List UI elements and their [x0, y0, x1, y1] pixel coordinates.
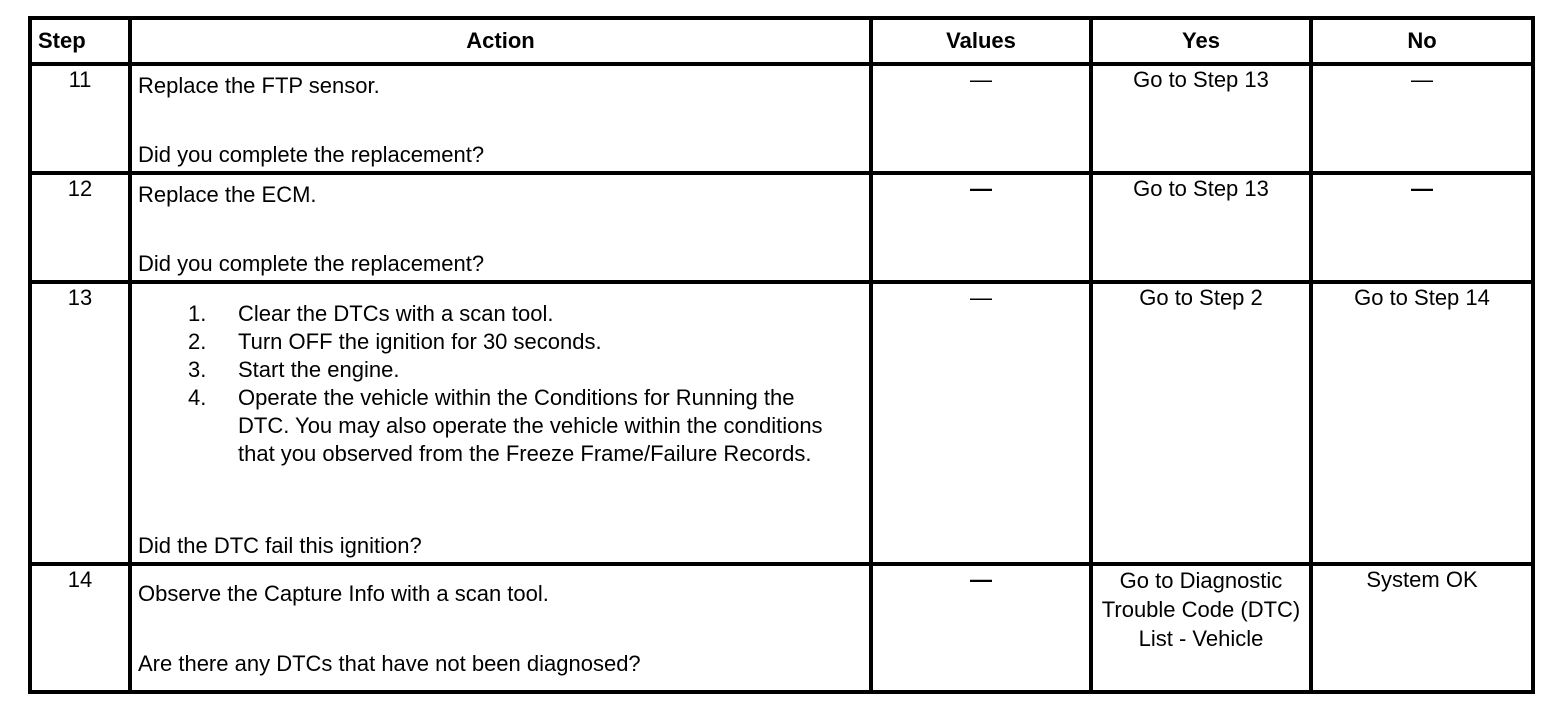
action-question: Did the DTC fail this ignition? — [138, 533, 422, 558]
no-cell: System OK — [1311, 564, 1533, 692]
yes-cell: Go to Step 13 — [1091, 173, 1311, 282]
steps-list — [138, 300, 863, 468]
no-cell: — — [1311, 64, 1533, 173]
header-action: Action — [130, 18, 871, 64]
no-cell: Go to Step 14 — [1311, 282, 1533, 564]
table-row — [30, 64, 1533, 173]
action-cell — [130, 564, 871, 692]
table-row — [30, 564, 1533, 692]
action-cell — [130, 64, 871, 173]
values-cell — [871, 64, 1091, 173]
table-row — [30, 173, 1533, 282]
list-item: 1. Clear the DTCs with a scan tool. — [188, 301, 554, 326]
values-dash: — — [970, 176, 992, 201]
values-dash: — — [970, 567, 992, 592]
action-instruction: Replace the FTP sensor. — [138, 73, 380, 98]
action-question: Are there any DTCs that have not been diagnosed? — [138, 651, 641, 676]
values-dash: — — [970, 67, 992, 92]
action-instruction: Observe the Capture Info with a scan tool. — [138, 581, 549, 606]
action-question: Did you complete the replacement? — [138, 251, 485, 276]
action-steps — [138, 300, 863, 468]
step-number: 12 — [30, 173, 130, 282]
list-item: 4. Operate the vehicle within the Conditions for Running the DTC. You may also operate the vehicle within the conditions that you observed from the Freeze Frame/Failure Records. — [188, 385, 823, 466]
action-instruction: Replace the ECM. — [138, 182, 317, 207]
no-cell: — — [1311, 173, 1533, 282]
yes-cell: Go to Diagnostic Trouble Code (DTC) List - Vehicle — [1091, 564, 1311, 692]
values-cell — [871, 282, 1091, 564]
diagnostic-table — [28, 16, 1535, 694]
table-header-row — [30, 18, 1533, 64]
yes-cell: Go to Step 13 — [1091, 64, 1311, 173]
header-step: Step — [30, 18, 130, 64]
yes-cell: Go to Step 2 — [1091, 282, 1311, 564]
header-values: Values — [871, 18, 1091, 64]
step-number: 13 — [30, 282, 130, 564]
step-number: 14 — [30, 564, 130, 692]
header-no: No — [1311, 18, 1533, 64]
list-item: 2. Turn OFF the ignition for 30 seconds. — [188, 329, 602, 354]
action-question: Did you complete the replacement? — [138, 142, 485, 167]
action-cell — [130, 173, 871, 282]
values-dash: — — [970, 285, 992, 310]
action-cell — [130, 282, 871, 564]
table-row — [30, 282, 1533, 564]
values-cell — [871, 564, 1091, 692]
step-number: 11 — [30, 64, 130, 173]
list-item: 3. Start the engine. — [188, 357, 400, 382]
values-cell — [871, 173, 1091, 282]
header-yes: Yes — [1091, 18, 1311, 64]
